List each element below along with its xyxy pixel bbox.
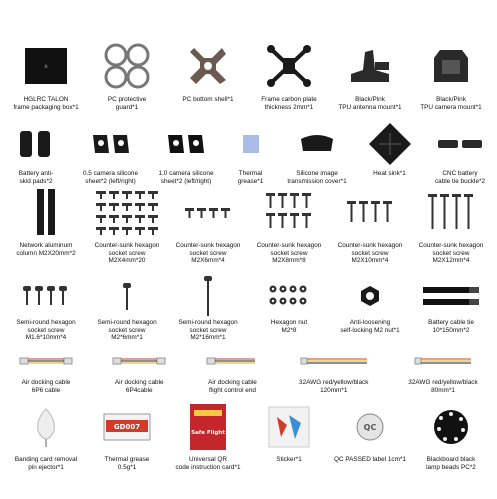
part-grease-pack bbox=[87, 400, 167, 471]
svg-text:H: H bbox=[44, 64, 48, 69]
part-label: Semi-round hexagon socket screw M2*6mm*1 bbox=[97, 319, 157, 342]
cable-6p-icon bbox=[18, 353, 74, 369]
grease-pack-icon bbox=[102, 410, 152, 444]
part-label: Thermal grease*1 bbox=[237, 170, 264, 185]
part-label: PC protective guard*1 bbox=[107, 96, 147, 111]
part-qr-card bbox=[168, 400, 248, 471]
cable-fc-icon bbox=[205, 353, 261, 369]
part-pc-shell bbox=[168, 38, 248, 111]
part-air-cable-6p4 bbox=[99, 345, 179, 394]
silicone-sheet-icon bbox=[89, 131, 133, 157]
part-label: Universal QR code instruction card*1 bbox=[175, 456, 241, 471]
part-sticker bbox=[249, 400, 329, 471]
round-screw-single-icon bbox=[120, 279, 134, 313]
grease-pack-text: GD007 bbox=[113, 423, 141, 431]
camera-mount-icon bbox=[426, 44, 476, 88]
wire-80-icon bbox=[413, 354, 473, 368]
heat-sink-icon bbox=[367, 121, 413, 167]
part-label: 32AWG red/yellow/black 80mm*1 bbox=[408, 379, 478, 394]
part-screw-m2x4 bbox=[87, 184, 167, 265]
screw-grid-icon bbox=[94, 187, 160, 237]
part-carbon-plate bbox=[249, 38, 329, 111]
cable-6p4-icon bbox=[111, 353, 167, 369]
part-screw-m2x8 bbox=[249, 184, 329, 265]
part-qc-label bbox=[330, 400, 410, 471]
part-wire-120 bbox=[286, 345, 382, 394]
part-label: Hexagon nut M2*8 bbox=[270, 319, 308, 334]
buckle-icon bbox=[436, 134, 484, 154]
part-label: Battery cable tie 10*150mm*2 bbox=[428, 319, 474, 334]
part-screw-m2x12 bbox=[411, 184, 491, 265]
part-screw-m2x6 bbox=[168, 184, 248, 265]
part-label: QC PASSED label 1cm*1 bbox=[334, 456, 406, 463]
part-lock-nut bbox=[330, 275, 410, 342]
part-round-screw-m16 bbox=[6, 275, 86, 342]
part-label: Thermal grease 0.5g*1 bbox=[104, 456, 150, 471]
part-label: Network aluminum column M2X20mm*2 bbox=[16, 242, 76, 257]
part-label: Blackboard black lamp beads PC*2 bbox=[426, 456, 476, 471]
part-label: Air docking cable 6P4cable bbox=[114, 379, 164, 394]
vtx-cover-icon bbox=[297, 133, 337, 155]
wire-120-icon bbox=[299, 354, 369, 368]
part-label: Black/Pink TPU antenna mount*1 bbox=[338, 96, 402, 111]
part-label: Semi-round hexagon socket screw M2*16mm*1 bbox=[178, 319, 238, 342]
carbon-plate-icon bbox=[265, 43, 313, 89]
part-label: Air docking cable flight control end bbox=[208, 379, 257, 394]
screw-8-icon bbox=[264, 191, 314, 233]
part-label: Anti-loosening self-locking M2 nut*1 bbox=[340, 319, 400, 334]
parts-row-4 bbox=[0, 275, 497, 342]
qc-label-icon bbox=[355, 412, 385, 442]
screw-10-icon bbox=[345, 197, 395, 227]
qc-label-text: QC bbox=[363, 423, 377, 432]
sticker-icon bbox=[267, 405, 311, 449]
part-round-screw-m2x6 bbox=[87, 275, 167, 342]
part-label: Counter-sunk hexagon socket screw M2X6mm*4 bbox=[175, 242, 241, 265]
part-label: Counter-sunk hexagon socket screw M2X10mm*4 bbox=[337, 242, 403, 265]
part-label: Counter-sunk hexagon socket screw M2X12mm*4 bbox=[418, 242, 484, 265]
part-skid-pads bbox=[2, 120, 70, 185]
screw-short-icon bbox=[183, 202, 233, 222]
antenna-mount-icon bbox=[345, 44, 395, 88]
parts-row-1 bbox=[0, 38, 497, 111]
part-wire-80 bbox=[395, 345, 491, 394]
part-cable-tie bbox=[411, 275, 491, 342]
parts-row-5 bbox=[0, 345, 497, 394]
part-hex-nut bbox=[249, 275, 329, 342]
part-heat-sink bbox=[360, 120, 420, 185]
part-vtx-cover bbox=[280, 120, 354, 185]
round-screw-icon bbox=[21, 282, 71, 310]
part-air-cable-fc bbox=[193, 345, 273, 394]
silicone-sheet-thick-icon bbox=[164, 131, 208, 157]
shell-icon bbox=[186, 44, 230, 88]
part-label: Heat sink*1 bbox=[373, 170, 406, 177]
thermal-grease-icon bbox=[241, 133, 261, 155]
part-air-cable-6p6 bbox=[6, 345, 86, 394]
part-label: Banding card removal pin ejector*1 bbox=[14, 456, 78, 471]
part-label: Frame carbon plate thickness 2mm*1 bbox=[261, 96, 317, 111]
part-antenna-mount bbox=[330, 38, 410, 111]
part-pin-ejector bbox=[6, 400, 86, 471]
part-label: Battery anti- skid pads*2 bbox=[18, 170, 54, 185]
parts-row-3 bbox=[0, 184, 497, 265]
part-alu-column bbox=[6, 184, 86, 265]
qr-card-icon bbox=[188, 402, 228, 452]
parts-row-6 bbox=[0, 400, 497, 471]
part-label: Semi-round hexagon socket screw M1.6*10mm*4 bbox=[16, 319, 76, 342]
part-label: 32AWG red/yellow/black 120mm*1 bbox=[299, 379, 369, 394]
part-label: CNC battery cable tie buckle*2 bbox=[434, 170, 486, 185]
lock-nut-icon bbox=[359, 285, 381, 307]
pads-icon bbox=[16, 129, 56, 159]
lamp-beads-icon bbox=[432, 408, 470, 446]
part-label: Black/Pink TPU camera mount*1 bbox=[420, 96, 482, 111]
column-icon bbox=[31, 185, 61, 239]
part-label: Counter-sunk hexagon socket screw M2X8mm*8 bbox=[256, 242, 322, 265]
part-screw-m2x10 bbox=[330, 184, 410, 265]
qr-card-text: Safe Flight bbox=[191, 430, 225, 436]
part-label: Counter-sunk hexagon socket screw M2X4mm*20 bbox=[94, 242, 160, 265]
part-cable-buckle bbox=[425, 120, 495, 185]
part-label: 1.0 camera silicone sheet*2 (left/right) bbox=[158, 170, 214, 185]
parts-row-2 bbox=[0, 120, 497, 185]
part-camera-mount bbox=[411, 38, 491, 111]
part-thermal-grease bbox=[227, 120, 275, 185]
hex-nut-icon bbox=[267, 283, 311, 309]
guard-icon bbox=[102, 42, 152, 90]
part-silicone-10 bbox=[151, 120, 221, 185]
part-label: Air docking cable 6P6 cable bbox=[21, 379, 71, 394]
part-label: 0.5 camera silicone sheet*2 (left/right) bbox=[82, 170, 139, 185]
part-silicone-05 bbox=[76, 120, 146, 185]
part-frame-box bbox=[6, 38, 86, 111]
part-label: HGLRC TALON frame packaging box*1 bbox=[13, 96, 79, 111]
part-label: PC bottom shell*1 bbox=[182, 96, 234, 103]
part-round-screw-m2x16 bbox=[168, 275, 248, 342]
ejector-icon bbox=[34, 405, 58, 449]
round-screw-long-icon bbox=[201, 275, 215, 317]
part-label: Silicone image transmission cover*1 bbox=[287, 170, 347, 185]
part-pc-guard bbox=[87, 38, 167, 111]
cable-tie-icon bbox=[421, 283, 481, 309]
part-label: Sticker*1 bbox=[276, 456, 302, 463]
screw-12-icon bbox=[426, 190, 476, 234]
part-lamp-beads bbox=[411, 400, 491, 471]
box-icon bbox=[21, 44, 71, 88]
